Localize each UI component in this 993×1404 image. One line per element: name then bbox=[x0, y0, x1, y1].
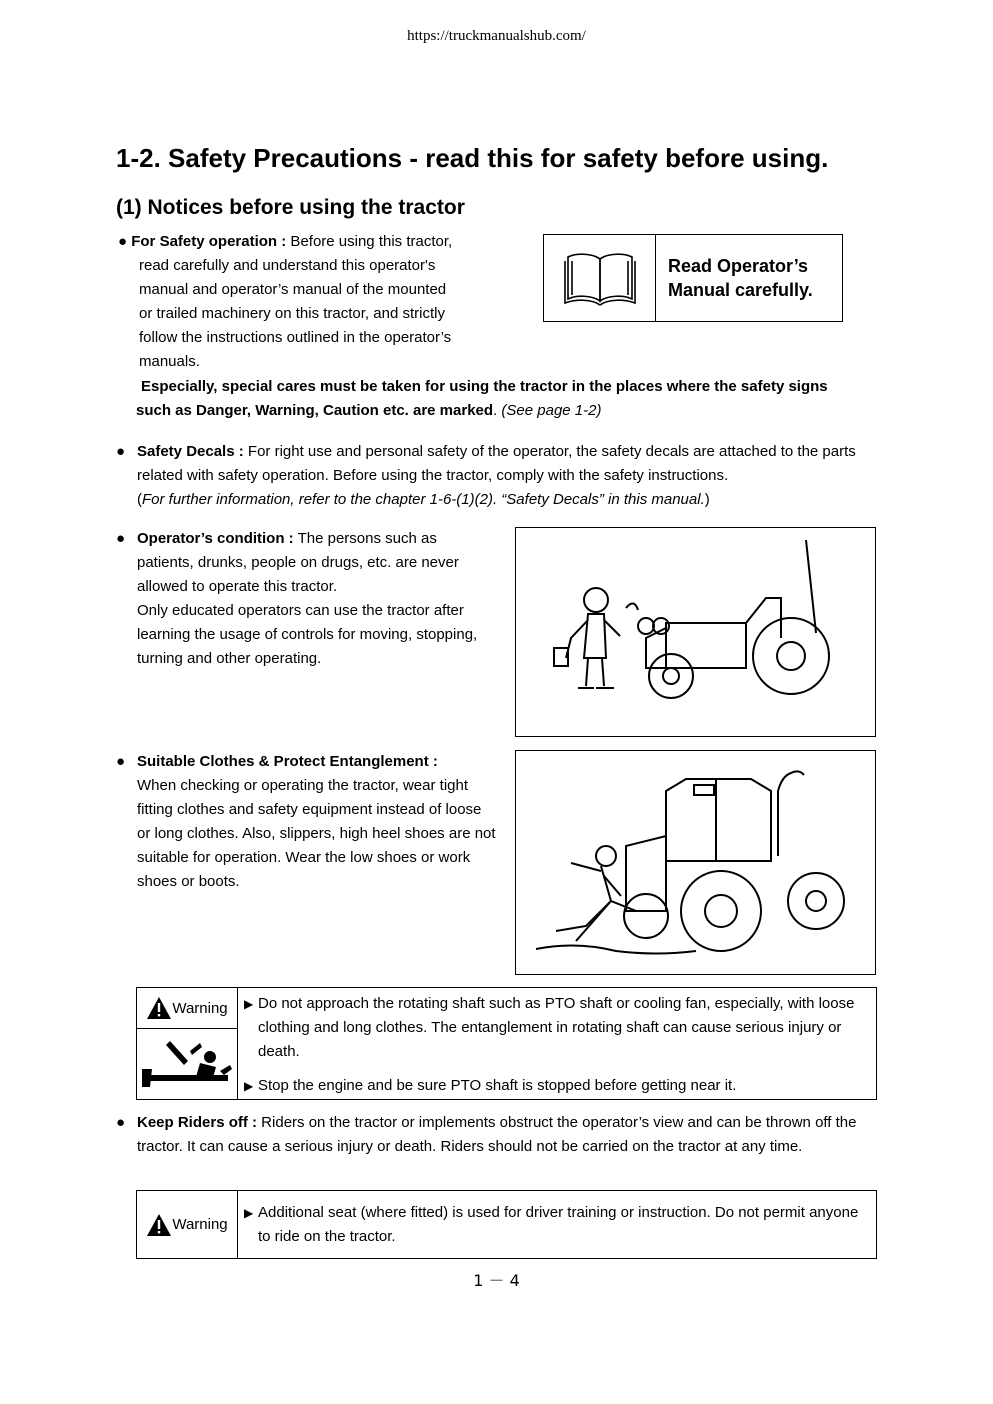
warning-triangle-icon bbox=[146, 996, 172, 1020]
read-box-line1: Read Operator’s bbox=[668, 256, 809, 276]
riders-label: Keep Riders off : bbox=[137, 1114, 258, 1131]
decals-reference: For further information, refer to the chapter 1-6-(1)(2). “Safety Decals” in this manual. bbox=[142, 491, 705, 508]
condition-label: Operator’s condition : bbox=[137, 530, 294, 547]
decals-text: For right use and personal safety of the operator, the safety decals are attached to the parts related with safety operation. Before using the tractor, comply with the safety instructions. bbox=[137, 443, 856, 484]
bullet-icon: ● bbox=[116, 443, 126, 460]
safety-operation-section bbox=[118, 230, 498, 374]
read-box-line2: Manual carefully. bbox=[668, 280, 813, 300]
clothes-section bbox=[116, 750, 496, 894]
entanglement-illustration bbox=[515, 750, 876, 975]
warning-triangle-icon bbox=[146, 1213, 172, 1237]
ref-open: ( bbox=[137, 491, 142, 508]
read-manual-box bbox=[543, 234, 843, 322]
section-subtitle: (1) Notices before using the tractor bbox=[116, 196, 465, 219]
clothes-label: Suitable Clothes & Protect Entanglement : bbox=[137, 753, 438, 770]
bullet-icon: ● bbox=[116, 1114, 126, 1131]
condition-text2: Only educated operators can use the tractor after learning the usage of controls for moving, stopping, turning and other operating. bbox=[137, 602, 478, 667]
bullet-icon: ● bbox=[116, 753, 126, 770]
safety-operation-label: For Safety operation : bbox=[131, 233, 287, 250]
condition-text: The persons such as patients, drunks, people on drugs, etc. are never allowed to operate this tractor. bbox=[137, 530, 459, 595]
warning-item bbox=[244, 1201, 868, 1249]
safety-decals-section bbox=[116, 440, 876, 512]
safety-operation-line: or trailed machinery on this tractor, and strictly bbox=[139, 305, 445, 322]
warning-item-text: Additional seat (where fitted) is used for driver training or instruction. Do not permit anyone to ride on the tractor. bbox=[258, 1204, 859, 1245]
warning-item bbox=[244, 992, 868, 1064]
ref-close: ) bbox=[704, 491, 710, 508]
emphasis-end: . bbox=[493, 402, 502, 419]
warning-label-text: Warning bbox=[172, 1216, 228, 1233]
open-book-icon bbox=[544, 235, 656, 321]
page-title: 1-2. Safety Precautions - read this for safety before using. bbox=[116, 143, 829, 173]
riders-text: Riders on the tractor or implements obstruct the operator’s view and can be thrown off the tractor. It can cause a serious injury or death. Riders should not be carried on the tractor at any time. bbox=[137, 1114, 857, 1155]
safety-emphasis bbox=[136, 375, 866, 423]
bullet-icon: ● bbox=[116, 530, 126, 547]
see-page-ref: (See page 1-2) bbox=[501, 402, 602, 419]
warning-box-riders bbox=[136, 1190, 877, 1259]
arrow-right-icon: ▶ bbox=[244, 1206, 254, 1220]
entanglement-pictogram-icon bbox=[137, 1029, 237, 1099]
page-number: 1 － 4 bbox=[473, 1271, 520, 1290]
warning-item-text: Do not approach the rotating shaft such as PTO shaft or cooling fan, especially, with loose clothing and long clothes. The entanglement in rotating shaft can cause serious injury or death. bbox=[258, 995, 855, 1060]
warning-label bbox=[137, 988, 237, 1029]
safety-operation-line: follow the instructions outlined in the operator’s bbox=[139, 329, 452, 346]
clothes-text: When checking or operating the tractor, wear tight fitting clothes and safety equipment instead of loose or long clothes. Also, slippers, high heel shoes are not suitable for operation. Wear the low shoes or work shoes or boots. bbox=[137, 777, 496, 890]
warning-label-text: Warning bbox=[172, 999, 228, 1017]
drunk-operator-illustration bbox=[515, 527, 876, 737]
decals-label: Safety Decals : bbox=[137, 443, 244, 460]
safety-operation-line: manual and operator’s manual of the mounted bbox=[139, 281, 447, 298]
arrow-right-icon: ▶ bbox=[244, 997, 254, 1011]
safety-operation-line1: Before using this tractor, bbox=[286, 233, 453, 250]
warning-box-entanglement bbox=[136, 987, 877, 1100]
arrow-right-icon: ▶ bbox=[244, 1079, 254, 1093]
warning-label bbox=[137, 1191, 237, 1258]
keep-riders-off-section bbox=[116, 1111, 876, 1159]
warning-item-text: Stop the engine and be sure PTO shaft is stopped before getting near it. bbox=[258, 1077, 737, 1094]
warning-item bbox=[244, 1074, 868, 1098]
safety-operation-line: read carefully and understand this operator's bbox=[139, 257, 436, 274]
bullet-icon: ● bbox=[118, 233, 128, 250]
emphasis-text: Especially, special cares must be taken for using the tractor in the places where the safety signs such as Danger, Warning, Caution etc. are marked bbox=[136, 378, 828, 419]
operator-condition-section bbox=[116, 527, 496, 671]
safety-operation-line: manuals. bbox=[139, 353, 200, 370]
header-url: https://truckmanualshub.com/ bbox=[407, 28, 586, 44]
